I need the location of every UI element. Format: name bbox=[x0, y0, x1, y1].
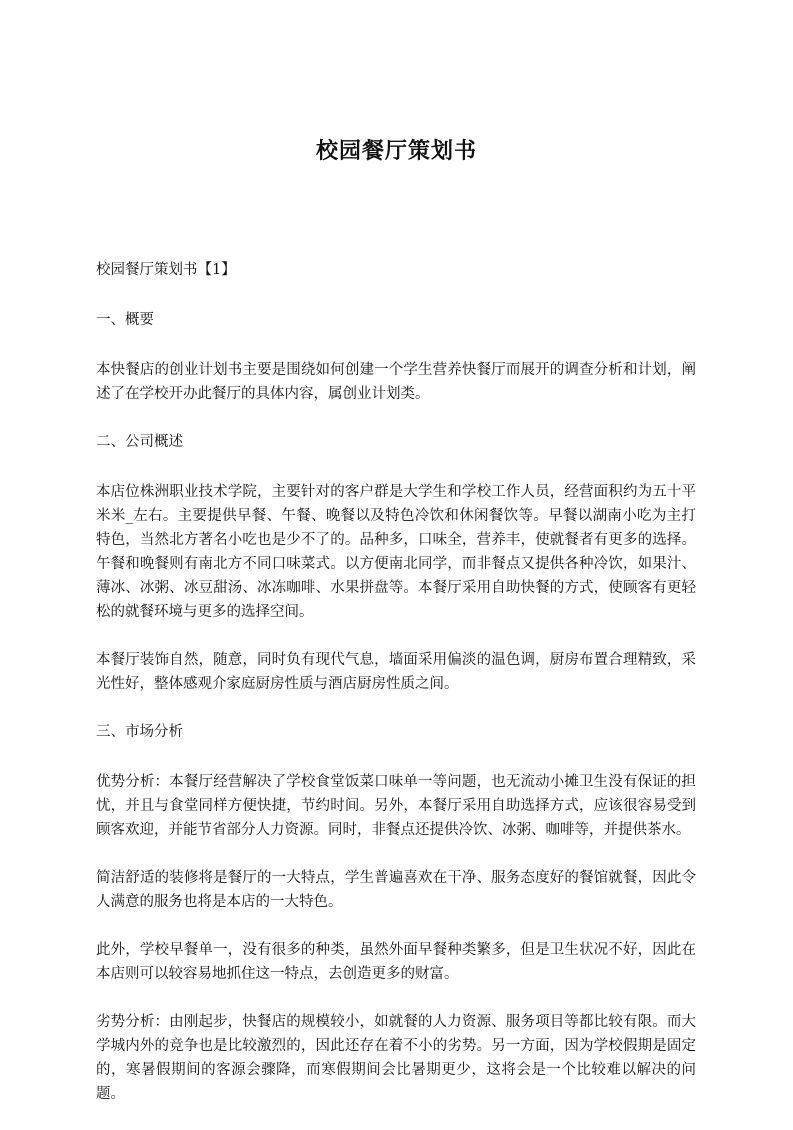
section-heading-company: 二、公司概述 bbox=[96, 434, 183, 450]
paragraph-overview-1: 本快餐店的创业计划书主要是围绕如何创建一个学生营养快餐厅而展开的调查分析和计划，阐述了在学校开办此餐厅的具体内容，属创业计划类。 bbox=[96, 362, 696, 402]
paragraph-company-1: 本店位株洲职业技术学院，主要针对的客户群是大学生和学校工作人员，经营面积约为五十平米米_左右。主要提供早餐、午餐、晚餐以及特色冷饮和休闲餐饮等。早餐以湖南小吃为主打特色，当然北方著名小吃也是少不了的。品种多，口味全，营养丰，使就餐者有更多的选择。午餐和晚餐则有南北方不同口味菜式。以方便南北同学，而非餐点又提供各种冷饮，如果汁、薄冰、冰粥、冰豆甜汤、冰冻咖啡、水果拼盘等。本餐厅采用自助快餐的方式，使顾客有更轻松的就餐环境与更多的选择空间。 bbox=[96, 484, 696, 620]
paragraph-market-4: 劣势分析：由刚起步，快餐店的规模较小，如就餐的人力资源、服务项目等都比较有限。而大学城内外的竞争也是比较激烈的，因此还存在着不小的劣势。另一方面，因为学校假期是固定的，寒暑假期间的客源会骤降，而寒假期间会比暑期更少，这将会是一个比较难以解决的问题。 bbox=[96, 1014, 696, 1102]
section-heading-overview: 一、概要 bbox=[96, 312, 154, 328]
paragraph-market-2: 简洁舒适的装修将是餐厅的一大特点，学生普遍喜欢在干净、服务态度好的餐馆就餐，因此令人满意的服务也将是本店的一大特色。 bbox=[96, 870, 696, 910]
section-heading-market: 三、市场分析 bbox=[96, 724, 183, 740]
page-title: 校园餐厅策划书 bbox=[315, 139, 477, 164]
document-subtitle: 校园餐厅策划书【1】 bbox=[96, 262, 236, 278]
paragraph-market-1: 优势分析：本餐厅经营解决了学校食堂饭菜口味单一等问题，也无流动小摊卫生没有保证的担忧，并且与食堂同样方便快捷，节约时间。另外，本餐厅采用自助选择方式，应该很容易受到顾客欢迎，并能节省部分人力资源。同时，非餐点还提供冷饮、冰粥、咖啡等，并提供茶水。 bbox=[96, 774, 696, 838]
document-body bbox=[96, 258, 696, 1130]
paragraph-market-3: 此外，学校早餐单一，没有很多的种类，虽然外面早餐种类繁多，但是卫生状况不好，因此在本店则可以较容易地抓住这一特点，去创造更多的财富。 bbox=[96, 942, 696, 982]
paragraph-company-2: 本餐厅装饰自然，随意，同时负有现代气息，墙面采用偏淡的温色调，厨房布置合理精致，采光性好，整体感观介家庭厨房性质与酒店厨房性质之间。 bbox=[96, 652, 696, 692]
